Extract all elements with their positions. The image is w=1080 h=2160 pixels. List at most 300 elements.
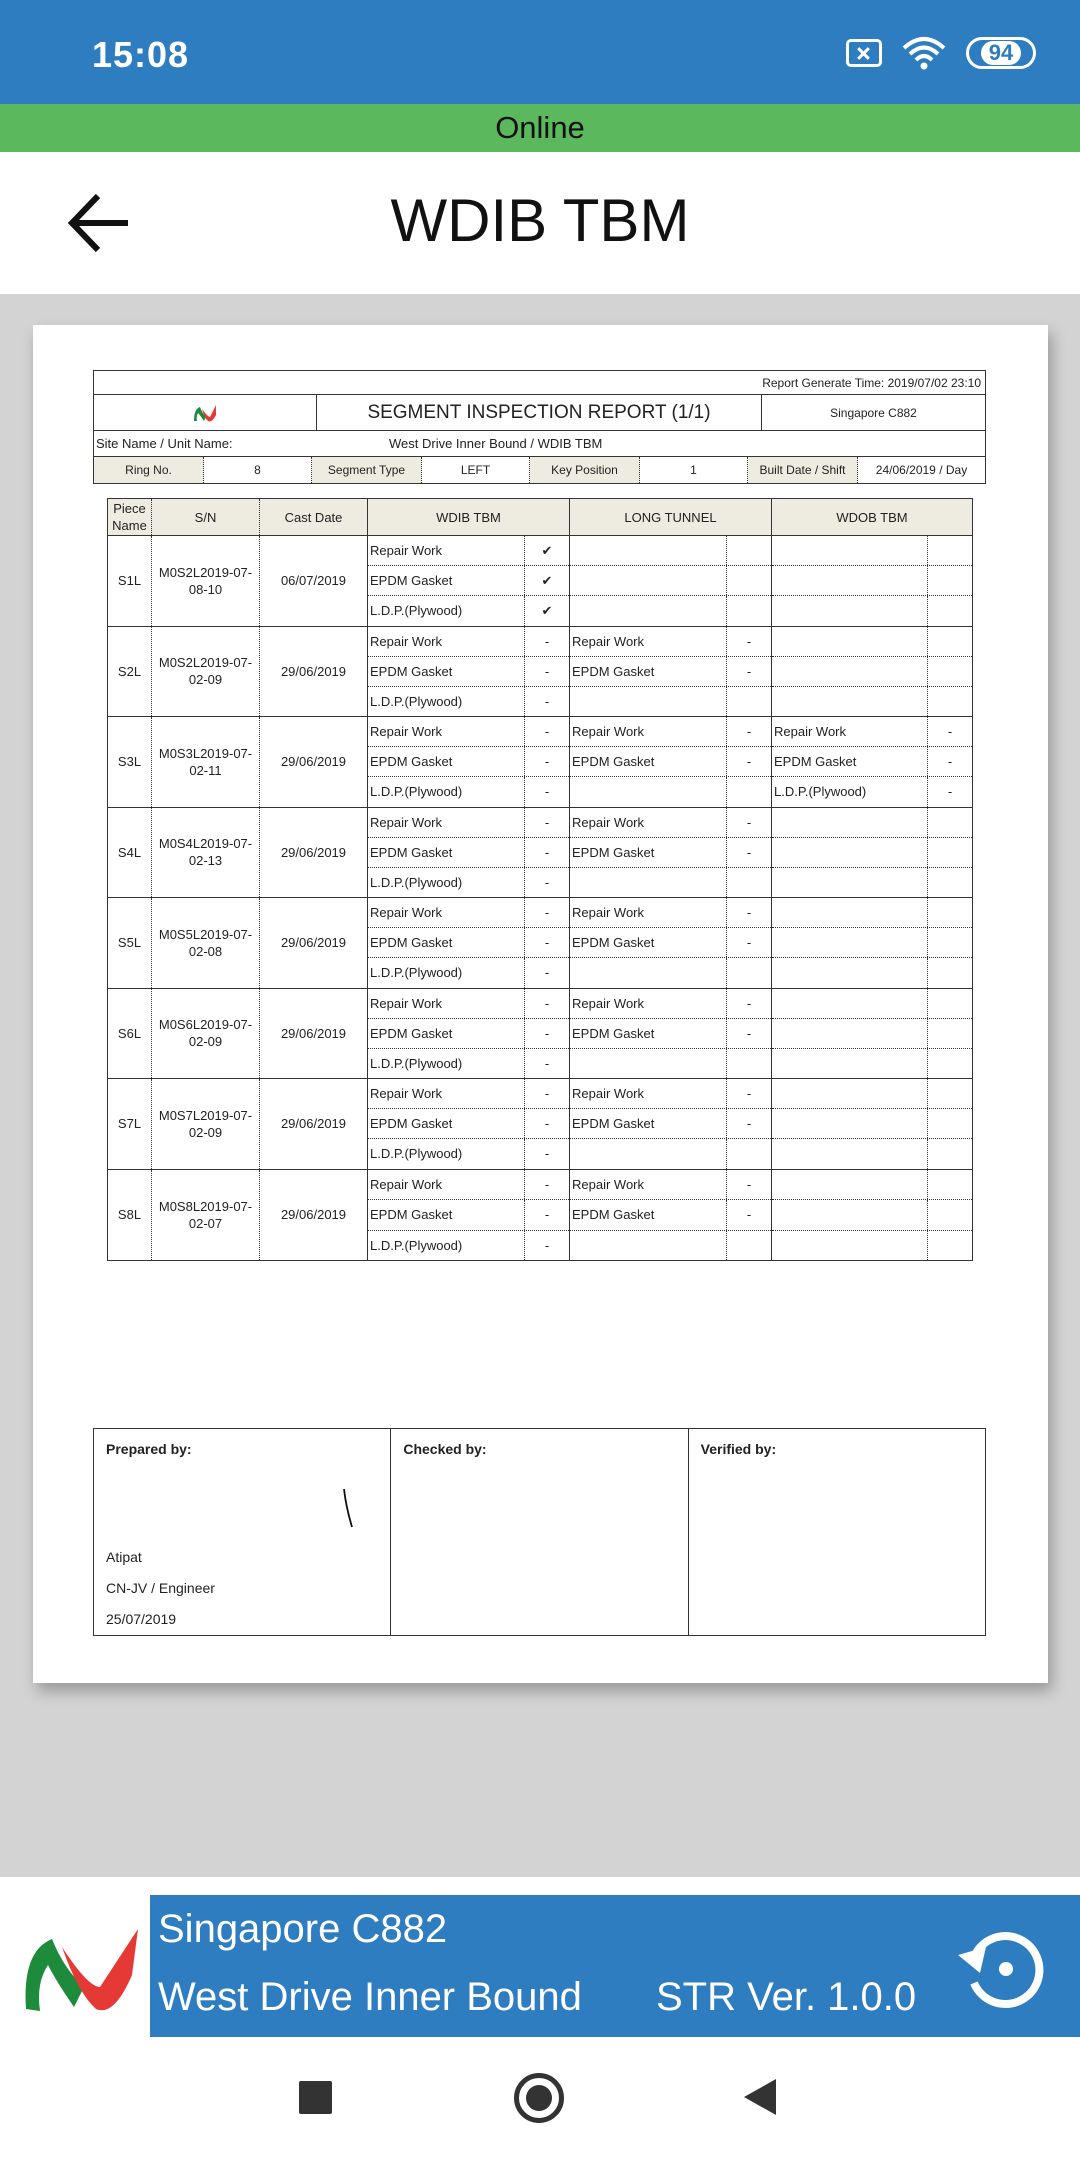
section-wdob [772, 717, 972, 807]
check-item [772, 868, 972, 897]
check-item-value [928, 898, 972, 927]
check-item-value: - [544, 724, 550, 740]
check-item-label: EPDM Gasket [368, 657, 525, 686]
check-item [570, 1079, 771, 1109]
report-site: Singapore C882 [830, 405, 917, 420]
col-wdib: WDIB TBM [368, 499, 570, 535]
check-item [772, 898, 972, 928]
section-lt [570, 627, 772, 717]
check-item-value [928, 1049, 972, 1078]
table-row [108, 536, 972, 627]
check-item [368, 657, 569, 687]
check-item-label: EPDM Gasket [570, 1109, 727, 1138]
status-time: 15:08 [92, 34, 190, 75]
section-wdob [772, 808, 972, 898]
section-wdob [772, 1170, 972, 1261]
section-lt [570, 808, 772, 898]
check-item [368, 928, 569, 958]
check-item-value [928, 989, 972, 1018]
check-item [368, 808, 569, 838]
check-item-label [570, 1231, 727, 1261]
check-item-label [772, 989, 928, 1018]
section-wdib [368, 808, 570, 898]
check-item-value: - [544, 1055, 550, 1071]
check-item-value: - [746, 1207, 752, 1223]
check-item-value: - [544, 633, 550, 649]
check-item-value [727, 1139, 771, 1168]
verified-by-cell [689, 1429, 985, 1635]
prepared-by-date: 25/07/2019 [106, 1611, 177, 1627]
check-item-label [772, 838, 928, 867]
section-wdib [368, 989, 570, 1079]
check-item-value: - [544, 995, 550, 1011]
project-name: Singapore C882 [158, 1907, 448, 1951]
piece-name: S7L [108, 1079, 152, 1169]
check-item-label: EPDM Gasket [368, 1200, 525, 1230]
built-date-value: 24/06/2019 / Day [875, 463, 968, 477]
check-item-label [772, 928, 928, 957]
check-item-label: L.D.P.(Plywood) [368, 687, 525, 716]
check-item [368, 1200, 569, 1231]
piece-name: S1L [108, 536, 152, 626]
check-item-label: L.D.P.(Plywood) [368, 1231, 525, 1261]
check-item-value: - [544, 784, 550, 800]
check-item [368, 989, 569, 1019]
check-item-label [570, 536, 727, 565]
check-item [368, 566, 569, 596]
check-item-value: - [544, 1146, 550, 1162]
built-date-label: Built Date / Shift [748, 457, 858, 483]
site-unit-value: West Drive Inner Bound / WDIB TBM [389, 436, 603, 451]
check-item-value: - [544, 935, 550, 951]
check-item-value: - [746, 995, 752, 1011]
check-item [570, 1049, 771, 1078]
refresh-icon[interactable] [956, 1925, 1048, 2009]
check-item-value: - [544, 1237, 550, 1253]
section-wdib [368, 1170, 570, 1261]
check-item-label [570, 566, 727, 595]
check-item-value [727, 777, 771, 806]
check-item [368, 838, 569, 868]
check-item [368, 627, 569, 657]
piece-name: S6L [108, 989, 152, 1079]
check-item-value: - [544, 844, 550, 860]
check-item-label: Repair Work [570, 1079, 727, 1108]
check-item-value: - [544, 965, 550, 981]
verified-by-label: Verified by: [700, 1441, 777, 1457]
check-item-value: - [544, 754, 550, 770]
checked-by-label: Checked by: [403, 1441, 487, 1457]
section-lt [570, 1079, 772, 1169]
report-title: SEGMENT INSPECTION REPORT (1/1) [317, 395, 762, 430]
check-item-label: Repair Work [368, 627, 525, 656]
site-unit-label: Site Name / Unit Name: [96, 436, 233, 451]
check-item-label: EPDM Gasket [368, 566, 525, 595]
check-item-value: - [746, 935, 752, 951]
check-item-label [772, 958, 928, 987]
check-item [570, 1019, 771, 1049]
check-item [772, 566, 972, 596]
check-item-label [570, 777, 727, 806]
piece-sn: M0S7L2019-07-02-09 [152, 1079, 260, 1169]
piece-sn: M0S3L2019-07-02-11 [152, 717, 260, 807]
check-item [772, 1019, 972, 1049]
check-item [772, 1200, 972, 1231]
check-item-label: Repair Work [570, 627, 727, 656]
check-item [772, 536, 972, 566]
check-item [368, 717, 569, 747]
system-back-button[interactable] [744, 2079, 776, 2115]
check-item-label: Repair Work [368, 989, 525, 1018]
col-long-tunnel: LONG TUNNEL [570, 499, 772, 535]
check-item [772, 989, 972, 1019]
status-icons [846, 36, 1036, 70]
check-item [570, 627, 771, 657]
check-item-value [928, 1109, 972, 1138]
check-item-value: - [746, 1025, 752, 1041]
check-item-value: - [544, 874, 550, 890]
check-item-label [772, 566, 928, 595]
check-item-label: L.D.P.(Plywood) [772, 777, 928, 806]
check-item-value [727, 687, 771, 716]
check-item-label [772, 1049, 928, 1078]
check-item-label: EPDM Gasket [368, 1019, 525, 1048]
col-cast-date: Cast Date [260, 499, 368, 535]
check-item-value: - [544, 663, 550, 679]
check-item-value: - [947, 754, 953, 770]
check-item-value [928, 687, 972, 716]
signature-mark [342, 1487, 354, 1529]
report-generate-time: Report Generate Time: 2019/07/02 23:10 [94, 371, 985, 395]
check-item-value [928, 566, 972, 595]
status-bar [0, 0, 1080, 104]
check-item-label [772, 1139, 928, 1168]
check-item-label [772, 898, 928, 927]
piece-name: S4L [108, 808, 152, 898]
piece-name: S5L [108, 898, 152, 988]
check-item-value [727, 1049, 771, 1078]
col-piece-name: Piece Name [108, 499, 152, 535]
table-row [108, 1170, 972, 1261]
check-item [772, 717, 972, 747]
check-item-label: EPDM Gasket [368, 1109, 525, 1138]
prepared-by-cell [94, 1429, 391, 1635]
check-item [772, 627, 972, 657]
check-item-value: - [544, 1116, 550, 1132]
report-document[interactable] [33, 325, 1048, 1683]
piece-sn: M0S4L2019-07-02-13 [152, 808, 260, 898]
check-item-value: - [544, 1025, 550, 1041]
check-item-value: - [746, 905, 752, 921]
check-item-value [727, 958, 771, 987]
check-item [772, 596, 972, 625]
check-item-value: - [746, 663, 752, 679]
check-item-label: EPDM Gasket [570, 1019, 727, 1048]
check-item-label [772, 627, 928, 656]
company-logo-icon [22, 1921, 142, 2015]
check-item [772, 1049, 972, 1078]
check-mark-icon: ✔ [541, 572, 553, 588]
check-item-label [772, 868, 928, 897]
check-item-value [727, 868, 771, 897]
check-item-label [570, 687, 727, 716]
check-item [570, 1170, 771, 1201]
check-item-label [772, 808, 928, 837]
check-item-label: EPDM Gasket [570, 1200, 727, 1230]
check-item-label [772, 1109, 928, 1138]
check-item-label: Repair Work [570, 808, 727, 837]
check-item [570, 1231, 771, 1261]
section-wdib [368, 717, 570, 807]
check-mark-icon: ✔ [541, 542, 553, 558]
check-item [368, 1231, 569, 1261]
check-item [368, 1019, 569, 1049]
check-item-label [772, 536, 928, 565]
section-wdob [772, 1079, 972, 1169]
wifi-icon [902, 36, 946, 70]
battery-icon [966, 37, 1036, 69]
check-item [570, 1200, 771, 1231]
no-sim-icon [846, 39, 882, 67]
check-item [772, 1139, 972, 1168]
table-row [108, 898, 972, 989]
check-item-value: - [544, 1176, 550, 1192]
company-logo-icon [192, 403, 218, 423]
section-wdib [368, 536, 570, 626]
check-item-value [928, 1019, 972, 1048]
check-item [570, 868, 771, 897]
footer-bar [0, 1877, 1080, 2037]
check-item-value: - [947, 784, 953, 800]
check-item [570, 958, 771, 987]
piece-cast-date: 29/06/2019 [260, 717, 368, 807]
check-item [368, 747, 569, 777]
check-item [772, 657, 972, 687]
ring-no-label: Ring No. [94, 457, 204, 483]
segment-type-value: LEFT [422, 457, 530, 483]
piece-cast-date: 29/06/2019 [260, 1170, 368, 1261]
prepared-by-name: Atipat [106, 1549, 142, 1565]
check-item-value: - [544, 814, 550, 830]
check-item-label [772, 657, 928, 686]
check-item-value [928, 838, 972, 867]
prepared-by-role: CN-JV / Engineer [106, 1580, 215, 1596]
check-mark-icon: ✔ [541, 602, 553, 618]
section-lt [570, 717, 772, 807]
piece-name: S2L [108, 627, 152, 717]
check-item [570, 989, 771, 1019]
project-unit: West Drive Inner Bound [158, 1975, 582, 2019]
check-item-label: EPDM Gasket [772, 747, 928, 776]
table-row [108, 627, 972, 718]
piece-name: S8L [108, 1170, 152, 1261]
home-button[interactable] [514, 2073, 564, 2123]
check-item [570, 808, 771, 838]
check-item [368, 898, 569, 928]
piece-cast-date: 29/06/2019 [260, 627, 368, 717]
check-item [570, 928, 771, 958]
check-item-label: Repair Work [368, 898, 525, 927]
check-item [772, 687, 972, 716]
check-item-value [928, 958, 972, 987]
check-item-label: Repair Work [570, 989, 727, 1018]
check-item-value: - [746, 1176, 752, 1192]
check-item [570, 566, 771, 596]
check-item-label: Repair Work [570, 717, 727, 746]
piece-cast-date: 29/06/2019 [260, 808, 368, 898]
check-item-value [928, 1231, 972, 1261]
check-item-label: EPDM Gasket [368, 838, 525, 867]
section-wdob [772, 898, 972, 988]
check-item-value [928, 1079, 972, 1108]
table-row [108, 989, 972, 1080]
check-item-label: Repair Work [772, 717, 928, 746]
check-item [772, 958, 972, 987]
section-wdib [368, 898, 570, 988]
check-item-label: Repair Work [570, 1170, 727, 1200]
check-item-label: Repair Work [368, 1170, 525, 1200]
check-item-label: EPDM Gasket [570, 928, 727, 957]
segment-table-header [108, 499, 972, 536]
check-item [772, 928, 972, 958]
signature-block [93, 1428, 986, 1636]
check-item [368, 596, 569, 625]
section-wdib [368, 1079, 570, 1169]
check-item-value [928, 627, 972, 656]
col-sn: S/N [152, 499, 260, 535]
piece-cast-date: 06/07/2019 [260, 536, 368, 626]
check-item-value [928, 808, 972, 837]
recents-button[interactable] [299, 2081, 332, 2114]
check-item [368, 958, 569, 987]
check-item-label: L.D.P.(Plywood) [368, 1139, 525, 1168]
ring-no-value: 8 [204, 457, 312, 483]
check-item-value: - [544, 905, 550, 921]
table-row [108, 808, 972, 899]
check-item-label: L.D.P.(Plywood) [368, 777, 525, 806]
check-item-value: - [746, 1116, 752, 1132]
table-row [108, 1079, 972, 1170]
check-item [570, 747, 771, 777]
check-item-label [772, 596, 928, 625]
project-info-panel [150, 1895, 1080, 2037]
segment-table [107, 498, 973, 1261]
check-item-value: - [544, 1086, 550, 1102]
check-item [368, 1049, 569, 1078]
piece-cast-date: 29/06/2019 [260, 1079, 368, 1169]
key-position-label: Key Position [530, 457, 640, 483]
check-item-label: L.D.P.(Plywood) [368, 1049, 525, 1078]
system-nav-bar [0, 2037, 1080, 2160]
report-header [93, 370, 986, 484]
section-lt [570, 989, 772, 1079]
check-item-label: L.D.P.(Plywood) [368, 958, 525, 987]
check-item [570, 777, 771, 806]
section-lt [570, 536, 772, 626]
check-item-label: Repair Work [368, 808, 525, 837]
check-item-label [570, 868, 727, 897]
app-version: STR Ver. 1.0.0 [656, 1975, 917, 2019]
check-item [772, 1109, 972, 1139]
report-logo-cell [94, 395, 317, 430]
check-item-label: EPDM Gasket [570, 747, 727, 776]
check-item-value: - [746, 844, 752, 860]
check-item-label: Repair Work [368, 536, 525, 565]
piece-name: S3L [108, 717, 152, 807]
check-item-label: Repair Work [368, 1079, 525, 1108]
check-item-label [772, 1019, 928, 1048]
piece-sn: M0S2L2019-07-08-10 [152, 536, 260, 626]
check-item [570, 1109, 771, 1139]
check-item [570, 596, 771, 625]
check-item-value: - [544, 693, 550, 709]
col-wdob: WDOB TBM [836, 509, 908, 525]
check-item-value [727, 596, 771, 625]
check-item-value [727, 536, 771, 565]
piece-sn: M0S2L2019-07-02-09 [152, 627, 260, 717]
check-item-label: EPDM Gasket [368, 928, 525, 957]
key-position-value: 1 [640, 457, 748, 483]
check-item [570, 838, 771, 868]
check-item-label: Repair Work [570, 898, 727, 927]
section-lt [570, 1170, 772, 1261]
check-item-value [928, 536, 972, 565]
check-item [570, 687, 771, 716]
battery-level: 94 [981, 41, 1021, 65]
check-item-value: - [544, 1207, 550, 1223]
check-item-label [772, 1231, 928, 1261]
check-item [772, 808, 972, 838]
check-item [570, 717, 771, 747]
check-item-label [772, 687, 928, 716]
page-title: WDIB TBM [390, 187, 690, 254]
check-item-value [928, 596, 972, 625]
check-item-value: - [746, 1086, 752, 1102]
section-wdob [772, 989, 972, 1079]
piece-sn: M0S6L2019-07-02-09 [152, 989, 260, 1079]
check-item [570, 657, 771, 687]
check-item [368, 1079, 569, 1109]
check-item-value: - [746, 814, 752, 830]
piece-cast-date: 29/06/2019 [260, 898, 368, 988]
check-item-label: EPDM Gasket [570, 657, 727, 686]
check-item [368, 1170, 569, 1201]
section-lt [570, 898, 772, 988]
table-row [108, 717, 972, 808]
check-item-label: Repair Work [368, 717, 525, 746]
check-item-value [928, 1200, 972, 1230]
check-item [772, 1170, 972, 1201]
piece-sn: M0S5L2019-07-02-08 [152, 898, 260, 988]
check-item-label: L.D.P.(Plywood) [368, 868, 525, 897]
section-wdob [772, 536, 972, 626]
check-item-label [772, 1079, 928, 1108]
check-item [772, 747, 972, 777]
check-item-value [727, 566, 771, 595]
check-item-label: EPDM Gasket [368, 747, 525, 776]
check-item-value: - [746, 633, 752, 649]
check-item [368, 687, 569, 716]
check-item [368, 1139, 569, 1168]
check-item-value [928, 928, 972, 957]
check-item-label [772, 1170, 928, 1200]
check-item [772, 838, 972, 868]
piece-cast-date: 29/06/2019 [260, 989, 368, 1079]
section-wdib [368, 627, 570, 717]
check-item [772, 777, 972, 806]
check-item-label [570, 1139, 727, 1168]
check-item [368, 777, 569, 806]
